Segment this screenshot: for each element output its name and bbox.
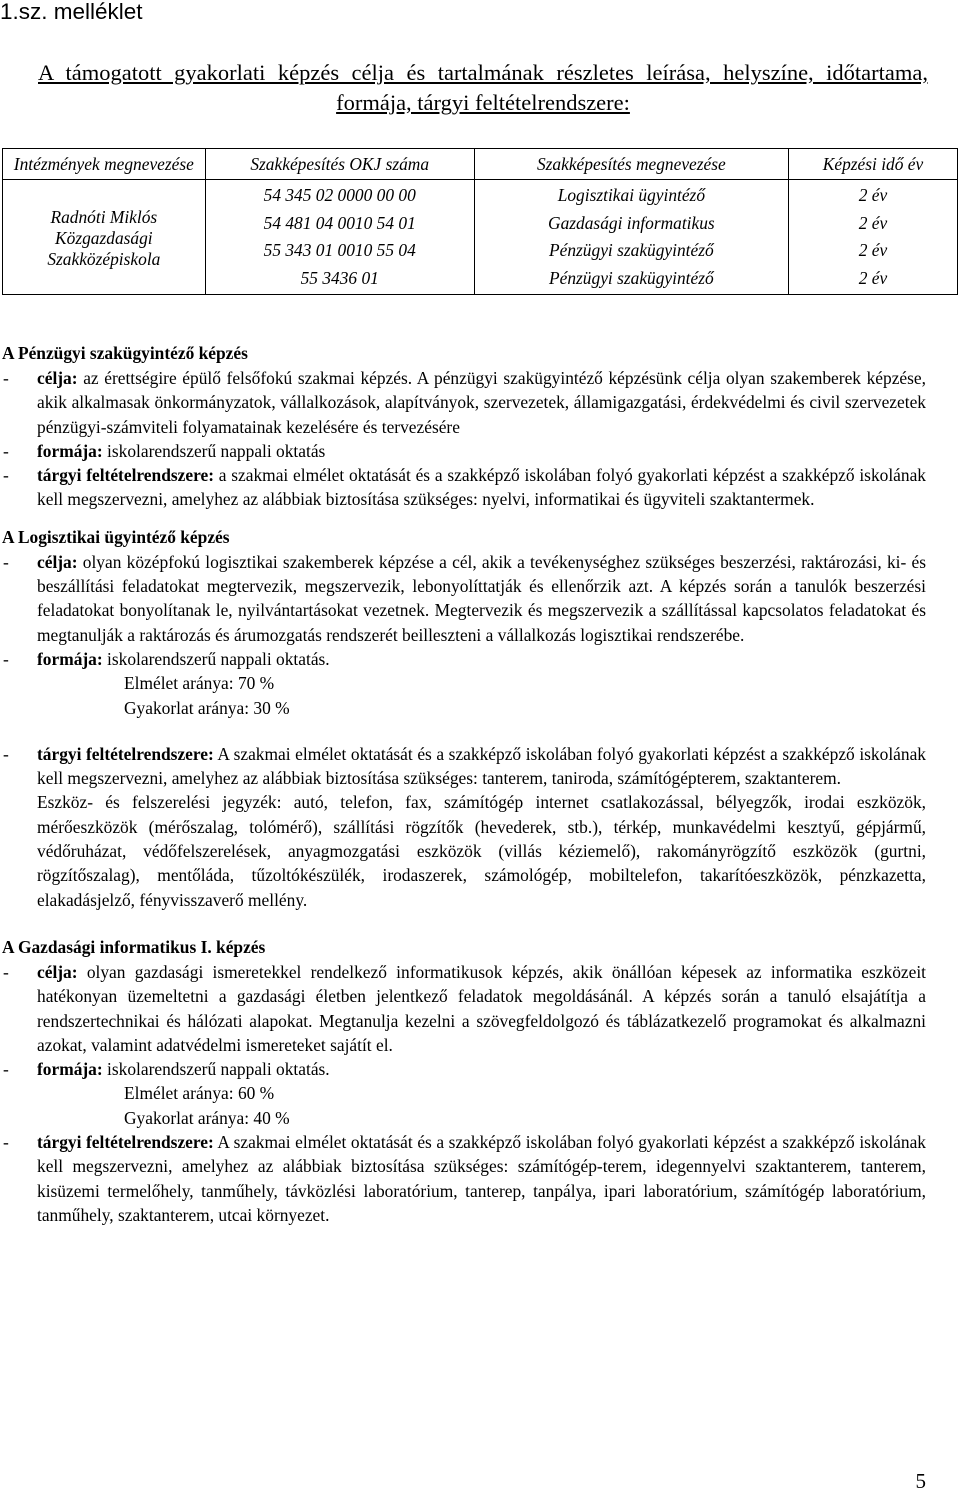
practice-ratio: Gyakorlat aránya: 30 % [124, 697, 290, 718]
document-body [0, 340, 960, 1227]
item-text: iskolarendszerű nappali oktatás. [107, 648, 330, 669]
section-item-celja [0, 550, 960, 647]
col-header-okj-number: Szakképesítés OKJ száma [205, 149, 474, 180]
item-label: formája: [37, 1059, 103, 1080]
duration-cell: 2 év [788, 265, 957, 295]
item-label: célja: [37, 961, 78, 982]
list-dash: - [3, 961, 9, 982]
list-dash: - [3, 368, 9, 388]
okj-number-cell: 54 345 02 0000 00 00 [205, 180, 474, 210]
page-number: 5 [915, 1469, 926, 1493]
theory-ratio: Elmélet aránya: 70 % [124, 673, 275, 694]
practice-ratio: Gyakorlat aránya: 40 % [124, 1107, 290, 1128]
col-header-institution: Intézmények megnevezése [3, 149, 206, 180]
equipment-list: Eszköz- és felszerelési jegyzék: autó, telefon, fax, számítógép internet csatlakozással, bélyegzők, irodai eszközök, mérőeszközök (mérőszalag, tolómérő), szállítási rögzítők (hevederek, stb.), térkép, munkavédelmi kesztyű, gépjármű, védőruházat, védőfelszerelések, anyagmozgatási eszközök (villás kéziemelő), rakományrögzítő eszközök (gurtni, rögzítőszalag), mentőláda, tűzoltókészülék, irodaszerek, számológép, mobiltelefon, takarítóeszközök, pénzkazetta, elakadásjelző, fényvisszaverő mellény. [37, 792, 926, 910]
okj-number-cell: 55 343 01 0010 55 04 [205, 237, 474, 265]
table-header-row [3, 149, 958, 180]
section-item-targyi [0, 742, 960, 791]
section-item-targyi [0, 1130, 960, 1227]
item-text: iskolarendszerű nappali oktatás. [107, 1059, 330, 1080]
section-item-targyi [0, 463, 960, 512]
okj-number-cell: 54 481 04 0010 54 01 [205, 210, 474, 238]
section-title: A Gazdasági informatikus I. képzés [2, 936, 266, 957]
section-logisztikai [0, 524, 960, 912]
table-row [3, 180, 958, 210]
item-text: olyan gazdasági ismeretekkel rendelkező informatikusok képzés, akik önállóan képesek az informatika eszközeit hatékonyan üzemeltetni a gazdasági életben jelentkező feladatok megoldásánál. A képzés során a tanuló elsajátítja a rendszertechnikai és hálózati alapokat. Megtanulja kezelni a szövegfeldolgozó és táblázatkezelő programokat és alkalmazni azokat, valamint adatvédelmi ismereteket sajátít el. [37, 961, 926, 1055]
item-label: tárgyi feltételrendszere: [37, 743, 214, 764]
institution-name-cell: Radnóti Miklós Közgazdasági Szakközépiskola [3, 180, 206, 295]
qualification-cell: Logisztikai ügyintéző [474, 180, 788, 210]
duration-cell: 2 év [788, 237, 957, 265]
section-title: A Logisztikai ügyintéző képzés [2, 526, 230, 547]
item-text: a szakmai elmélet oktatását és a szakképző iskolában folyó gyakorlati képzést a szakképző iskolának kell megszervezni, amelyhez az alábbiak biztosítása szükséges: nyelvi, informatikai és ügyviteli szaktantermek. [37, 465, 926, 510]
section-penzugyi [0, 340, 960, 512]
okj-number-cell: 55 3436 01 [205, 265, 474, 295]
attachment-label: 1.sz. melléklet [0, 0, 143, 24]
list-dash: - [3, 1059, 9, 1080]
list-dash: - [3, 551, 9, 572]
item-label: tárgyi feltételrendszere: [37, 1132, 214, 1153]
section-item-celja [0, 960, 960, 1057]
item-label: formája: [37, 648, 103, 669]
item-label: célja: [37, 551, 78, 572]
list-dash: - [3, 1132, 9, 1153]
qualification-cell: Pénzügyi szakügyintéző [474, 237, 788, 265]
section-item-celja [0, 366, 960, 439]
list-dash: - [3, 440, 9, 461]
document-title: A támogatott gyakorlati képzés célja és tartalmának részletes leírása, helyszíne, időtartama, formája, tárgyi feltételrendszere: [38, 60, 928, 115]
item-text: olyan középfokú logisztikai szakemberek képzése a cél, akik a tevékenységhez szükséges beszerzési, raktározási, ki- és beszállítási feladatokat megtervezik, megszervezik, lebonyolíttatják és ellenőrzik azt. A képzés során a tanulók beszerzési feladatokat bonyolítanak le, nyilvántartásokat vezetnek. Megtervezik és megszervezik a szállítással kapcsolatos feladatokat és megtanulják a raktározás és árumozgatás rendszerét beilleszteni a vállalkozás logisztikai rendszerébe. [37, 551, 926, 645]
list-dash: - [3, 743, 9, 764]
theory-ratio: Elmélet aránya: 60 % [124, 1083, 275, 1104]
item-text: iskolarendszerű nappali oktatás [107, 440, 326, 461]
qualification-cell: Gazdasági informatikus [474, 210, 788, 238]
section-gazdasagi-informatikus [0, 934, 960, 1227]
col-header-qualification: Szakképesítés megnevezése [474, 149, 788, 180]
item-label: formája: [37, 440, 103, 461]
item-label: célja: [37, 368, 78, 388]
item-text: A szakmai elmélet oktatását és a szakképző iskolában folyó gyakorlati képzést a szakképző iskolának kell megszervezni, amelyhez az alábbiak biztosítása szükséges: számítógép-terem, idegennyelvi szaktanterem, tanterem, kisüzemi termelőhely, tanműhely, távközlési laboratórium, tanterep, tanpálya, ipari laboratórium, számítógép laboratórium, tanműhely, szaktanterem, utcai környezet. [37, 1132, 926, 1225]
section-item-formaja [0, 439, 960, 463]
item-text: az érettségire épülő felsőfokú szakmai képzés. A pénzügyi szakügyintéző képzésünk célja olyan szakemberek képzése, akik alkalmasak önkormányzatok, vállalkozások, alapítványok, szervezetek, államigazgatási, érdekvédelmi és civil szervezetek pénzügyi-számviteli folyamatainak kezelésére és tervezésére [37, 368, 926, 437]
program-table [2, 148, 958, 295]
item-label: tárgyi feltételrendszere: [37, 465, 214, 486]
duration-cell: 2 év [788, 210, 957, 238]
list-dash: - [3, 465, 9, 486]
section-item-formaja [0, 647, 960, 671]
list-dash: - [3, 648, 9, 669]
section-item-formaja [0, 1057, 960, 1081]
duration-cell: 2 év [788, 180, 957, 210]
col-header-duration: Képzési idő év [788, 149, 957, 180]
qualification-cell: Pénzügyi szakügyintéző [474, 265, 788, 295]
section-title: A Pénzügyi szakügyintéző képzés [2, 343, 248, 363]
item-text: A szakmai elmélet oktatását és a szakképző iskolában folyó gyakorlati képzést a szakképző iskolának kell megszervezni, amelyhez az alábbiak biztosítása szükséges: tanterem, taniroda, számítógépterem, szaktanterem. [37, 743, 926, 789]
